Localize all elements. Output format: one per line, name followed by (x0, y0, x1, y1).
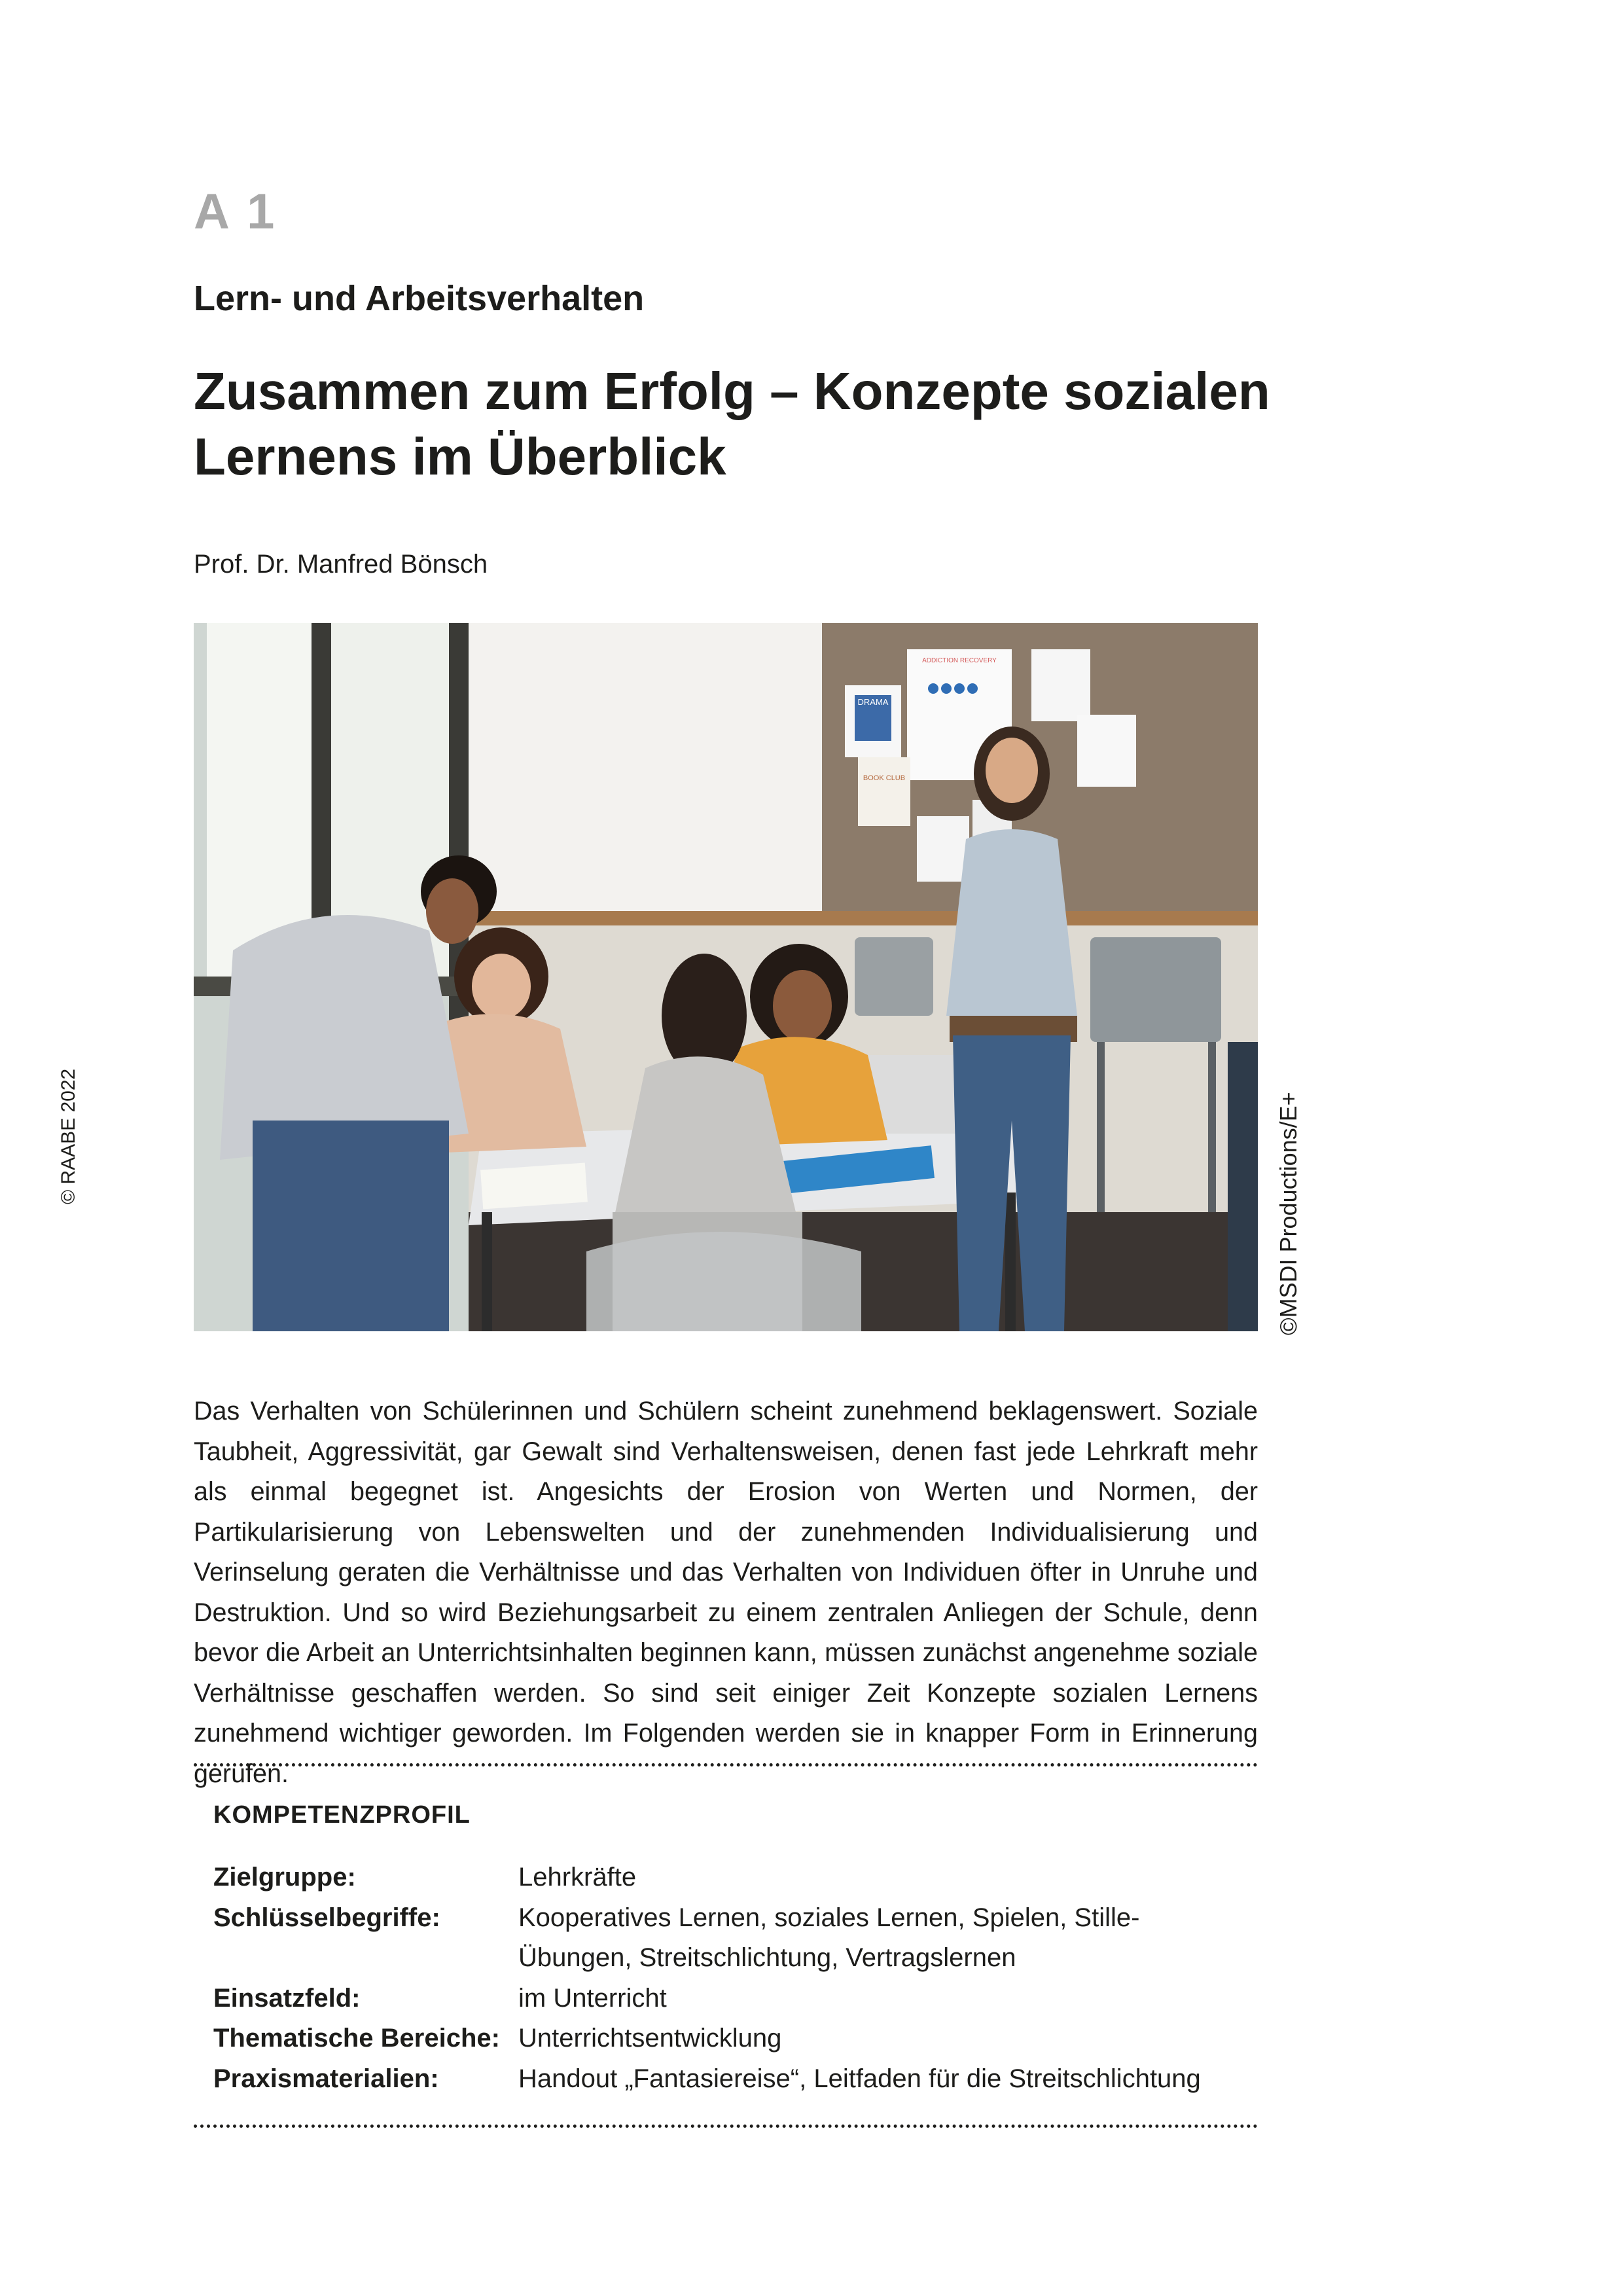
section-code: A 1 (194, 184, 277, 240)
category-heading: Lern- und Arbeitsverhalten (194, 279, 645, 318)
profile-row-practice-materials (213, 2059, 1247, 2100)
profile-row-field-of-use (213, 1979, 1247, 2019)
profile-value: Kooperatives Lernen, soziales Lernen, Spielen, Stille-Übungen, Streitschlichtung, Vertragslernen (518, 1903, 1140, 1972)
divider-bottom (194, 2125, 1258, 2128)
profile-value: Handout „Fantasiereise“, Leitfaden für die Streitschlichtung (518, 2064, 1201, 2093)
poster-addiction-recovery: ADDICTION RECOVERY (922, 657, 997, 664)
divider-top (194, 1763, 1258, 1767)
profile-value: Lehrkräfte (518, 1863, 637, 1892)
profile-label: Schlüsselbegriffe: (213, 1903, 440, 1932)
profile-label: Einsatzfeld: (213, 1983, 361, 2013)
page-title: Zusammen zum Erfolg – Konzepte sozialen Lernens im Überblick (194, 362, 1270, 486)
poster-book-club: BOOK CLUB (863, 774, 906, 782)
intro-paragraph: Das Verhalten von Schülerinnen und Schülern scheint zunehmend beklagenswert. Soziale Taubheit, Aggressivität, gar Gewalt sind Verhaltensweisen, denen fast jede Lehrkraft mehr als einmal begegnet ist. Angesichts der Erosion von Werten und Normen, der Partikularisierung von Lebenswelten und der zunehmenden Individualisierung und Verinselung geraten die Verhältnisse und das Verhalten von Individuen öfter in Unruhe und Destruktion. Und so wird Beziehungsarbeit zu einem zentralen Anliegen der Schule, denn bevor die Arbeit an Unterrichtsinhalten beginnen kann, müssen zunächst angenehme soziale Verhältnisse geschaffen werden. So sind seit einiger Zeit Konzepte sozialen Lernens zunehmend wichtiger geworden. Im Folgenden werden sie in knapper Form in Erinnerung gerufen. (194, 1397, 1258, 1788)
profile-row-key-terms (213, 1898, 1247, 1979)
side-copyright: © RAABE 2022 (58, 1068, 79, 1204)
profile-value: Unterrichtsentwicklung (518, 2024, 782, 2053)
photo-credit: ©MSDI Productions/E+ (1275, 1092, 1302, 1335)
classroom-photo (194, 623, 1258, 1331)
poster-drama: DRAMA (857, 697, 889, 707)
competence-profile-heading: KOMPETENZPROFIL (213, 1801, 471, 1829)
profile-value: im Unterricht (518, 1983, 667, 2013)
profile-label: Praxismaterialien: (213, 2064, 439, 2093)
profile-label: Zielgruppe: (213, 1863, 356, 1892)
profile-row-target-group (213, 1857, 1247, 1898)
profile-label: Thematische Bereiche: (213, 2024, 500, 2053)
author: Prof. Dr. Manfred Bönsch (194, 550, 488, 579)
competence-profile-table (213, 1857, 1247, 2099)
profile-row-thematic-areas (213, 2018, 1247, 2059)
